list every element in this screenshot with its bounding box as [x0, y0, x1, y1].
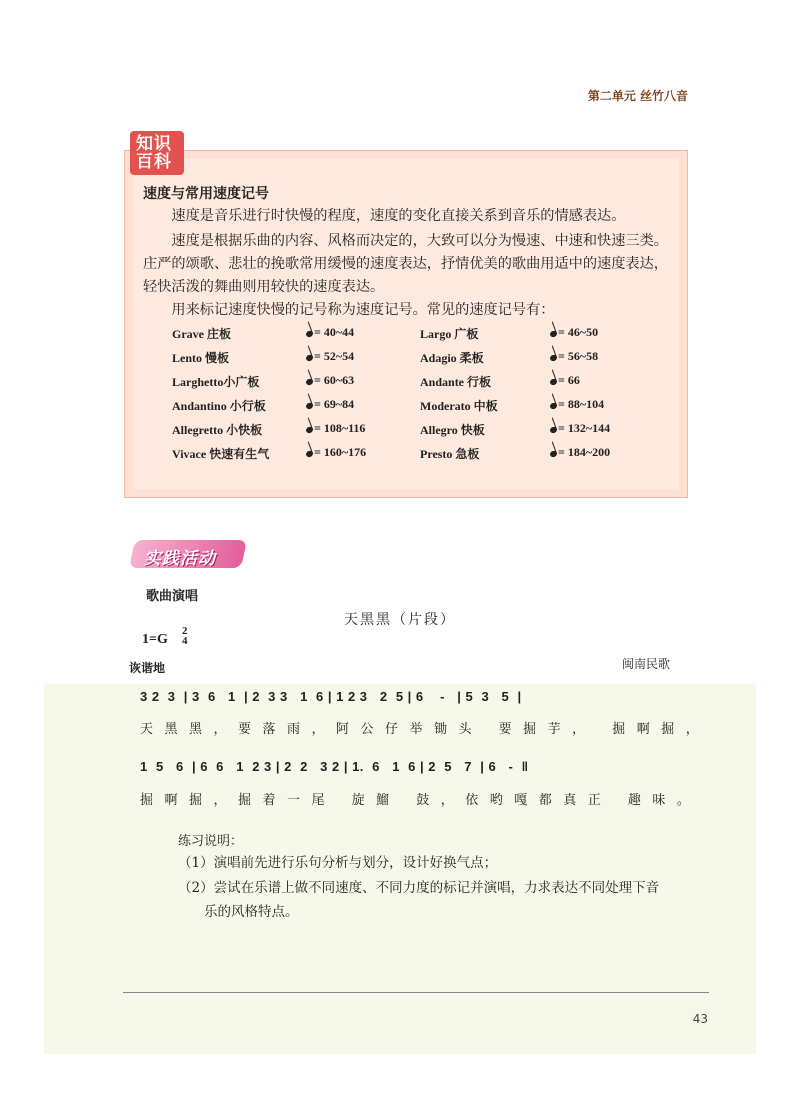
activity-banner-label: 实践活动 [144, 549, 216, 569]
tempo-name: Grave 庄板 [172, 327, 231, 341]
page-number: 43 [692, 1012, 708, 1026]
tempo-bpm: = 184~200 [550, 445, 610, 460]
knowledge-paragraph: 用来标记速度快慢的记号称为速度记号。常见的速度记号有： [171, 302, 555, 318]
tempo-bpm: = 88~104 [550, 397, 604, 412]
exercise-item: （2）尝试在乐谱上做不同速度、不同力度的标记并演唱，力求表达不同处理下音 乐的风格特点。 [178, 880, 660, 920]
quarter-note-icon [305, 378, 314, 386]
song-origin: 闽南民歌 [622, 657, 671, 671]
time-signature: 2 4 [182, 625, 188, 647]
exercise-item: （1）演唱前先进行乐句分析与划分，设计好换气点； [178, 855, 498, 871]
quarter-note-icon [549, 402, 558, 410]
tempo-name: Vivace 快速有生气 [172, 447, 270, 461]
quarter-note-icon [549, 330, 558, 338]
song-title: 天黑黑（片段） [344, 612, 456, 628]
section-title: 歌曲演唱 [146, 589, 199, 604]
tempo-bpm: = 60~63 [306, 373, 354, 388]
tempo-bpm: = 160~176 [306, 445, 366, 460]
quarter-note-icon [549, 450, 558, 458]
footer-divider [123, 992, 709, 993]
tempo-name: Lento 慢板 [172, 351, 230, 365]
tempo-name: Moderato 中板 [420, 399, 498, 413]
quarter-note-icon [549, 426, 558, 434]
knowledge-paragraph: 速度是根据乐曲的内容、风格而决定的，大致可以分为慢速、中速和快速三类。庄严的颂歌、悲壮的挽歌常用缓慢的速度表达，抒情优美的歌曲用适中的速度表达，轻快活泼的舞曲则用较快的速度表达。 [143, 233, 668, 295]
quarter-note-icon [549, 378, 558, 386]
tempo-name: Larghetto小广板 [172, 375, 260, 389]
tempo-name: Adagio 柔板 [420, 351, 484, 365]
tempo-name: Andante 行板 [420, 375, 492, 389]
tempo-bpm: = 66 [550, 373, 580, 388]
tempo-bpm: = 132~144 [550, 421, 610, 436]
tempo-bpm: = 40~44 [306, 325, 354, 340]
lyric-line: 掘啊掘，掘着一尾 旋鰡 鼓，依哟嘎都真正 趣味。 [140, 793, 702, 808]
running-header: 第二单元 丝竹八音 [587, 89, 688, 103]
exercise-title: 练习说明： [178, 834, 244, 849]
quarter-note-icon [549, 354, 558, 362]
tempo-name: Presto 急板 [420, 447, 480, 461]
lyric-line: 天黑黑，要落雨，阿公仔举锄头 要掘芋， 掘啊掘， [140, 722, 711, 737]
score-line: 1 5 6 | 6 6 1 2 3 | 2 2 3 2 | 1. 6 1 6 | 2 5 7 | 6 - ‖ [140, 759, 529, 774]
quarter-note-icon [305, 354, 314, 362]
knowledge-badge: 知识百科 [130, 131, 184, 175]
activity-banner [126, 540, 248, 570]
score-line: 3 2 3 | 3 6 1 | 2 3 3 1 6 | 1 2 3 2 5 | 6 - | 5 3 5 | [140, 689, 522, 704]
tempo-name: Allegro 快板 [420, 423, 485, 437]
knowledge-title: 速度与常用速度记号 [143, 186, 269, 202]
expression-mark: 诙谐地 [129, 661, 166, 675]
quarter-note-icon [305, 330, 314, 338]
tempo-bpm: = 46~50 [550, 325, 598, 340]
tempo-bpm: = 108~116 [306, 421, 365, 436]
tempo-bpm: = 52~54 [306, 349, 354, 364]
tempo-name: Andantino 小行板 [172, 399, 266, 413]
tempo-name: Largo 广板 [420, 327, 479, 341]
quarter-note-icon [305, 402, 314, 410]
quarter-note-icon [305, 450, 314, 458]
tempo-bpm: = 56~58 [550, 349, 598, 364]
tempo-bpm: = 69~84 [306, 397, 354, 412]
key-signature: 1=G [142, 632, 168, 647]
tempo-name: Allegretto 小快板 [172, 423, 263, 437]
quarter-note-icon [305, 426, 314, 434]
knowledge-paragraph: 速度是音乐进行时快慢的程度，速度的变化直接关系到音乐的情感表达。 [171, 208, 626, 224]
